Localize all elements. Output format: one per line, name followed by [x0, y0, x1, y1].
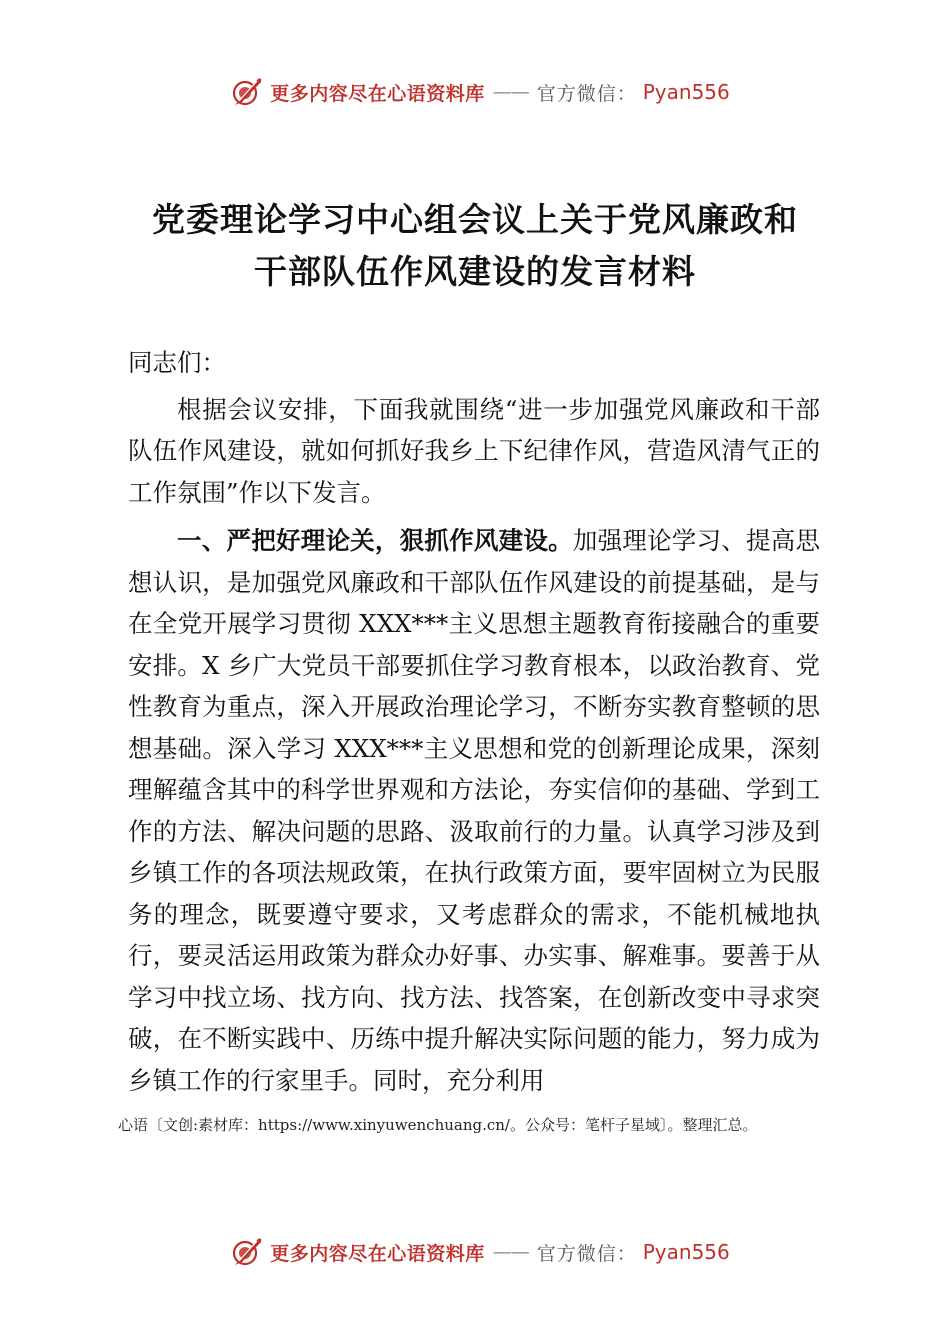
footer-banner-dash: ——	[492, 1241, 529, 1263]
document-title	[70, 194, 880, 298]
footer-banner	[0, 1232, 950, 1272]
footer-banner-content	[230, 1235, 730, 1269]
quill-logo-icon	[230, 1235, 264, 1269]
intro-paragraph: 根据会议安排，下面我就围绕“进一步加强党风廉政和干部队伍作风建设，就如何抓好我乡上下纪律作风，营造风清气正的工作氛围”作以下发言。	[128, 394, 820, 507]
section-1-heading: 一、严把好理论关，狠抓作风建设。	[177, 526, 573, 555]
header-banner-content	[230, 75, 730, 109]
source-footnote: 心语〔文创:素材库：https://www.xinyuwenchuang.cn/。公众号：笔杆子星域〕。整理汇总。	[118, 1116, 758, 1134]
header-wechat-id: Pyan556	[642, 80, 730, 104]
section-1-body: 加强理论学习、提高思想认识，是加强党风廉政和干部队伍作风建设的前提基础，是与在全党开展学习贯彻 XXX***主义思想主题教育衔接融合的重要安排。X 乡广大党员干部要抓住学习教育根本，以政治教育、党性教育为重点，深入开展政治理论学习，不断夯实教育整顿的思想基础。深入学习 XXX***主义思想和党的创新理论成果，深刻理解蕴含其中的科学世界观和方法论，夯实信仰的基础、学到工作的方法、解决问题的思路、汲取前行的力量。认真学习涉及到乡镇工作的各项法规政策，在执行政策方面，要牢固树立为民服务的理念，既要遵守要求，又考虑群众的需求，不能机械地执行，要灵活运用政策为群众办好事、办实事、解难事。要善于从学习中找立场、找方向、找方法、找答案，在创新改变中寻求突破，在不断实践中、历练中提升解决实际问题的能力，努力成为乡镇工作的行家里手。同时，充分利用	[128, 526, 821, 1095]
title-line-1: 党委理论学习中心组会议上关于党风廉政和	[152, 200, 798, 239]
document-body	[128, 342, 820, 1101]
quill-logo-icon	[230, 75, 264, 109]
header-banner	[0, 72, 950, 112]
header-banner-text: 更多内容尽在心语资料库	[270, 82, 485, 105]
title-line-2: 干部队伍作风建设的发言材料	[254, 252, 696, 291]
footer-wechat-id: Pyan556	[642, 1240, 730, 1264]
footer-banner-text: 更多内容尽在心语资料库	[270, 1242, 485, 1265]
salutation: 同志们：	[128, 348, 226, 377]
header-wechat-label: 官方微信：	[536, 82, 637, 105]
footer-wechat-label: 官方微信：	[536, 1242, 637, 1265]
header-banner-dash: ——	[492, 81, 529, 103]
section-1-paragraph	[128, 520, 820, 1101]
